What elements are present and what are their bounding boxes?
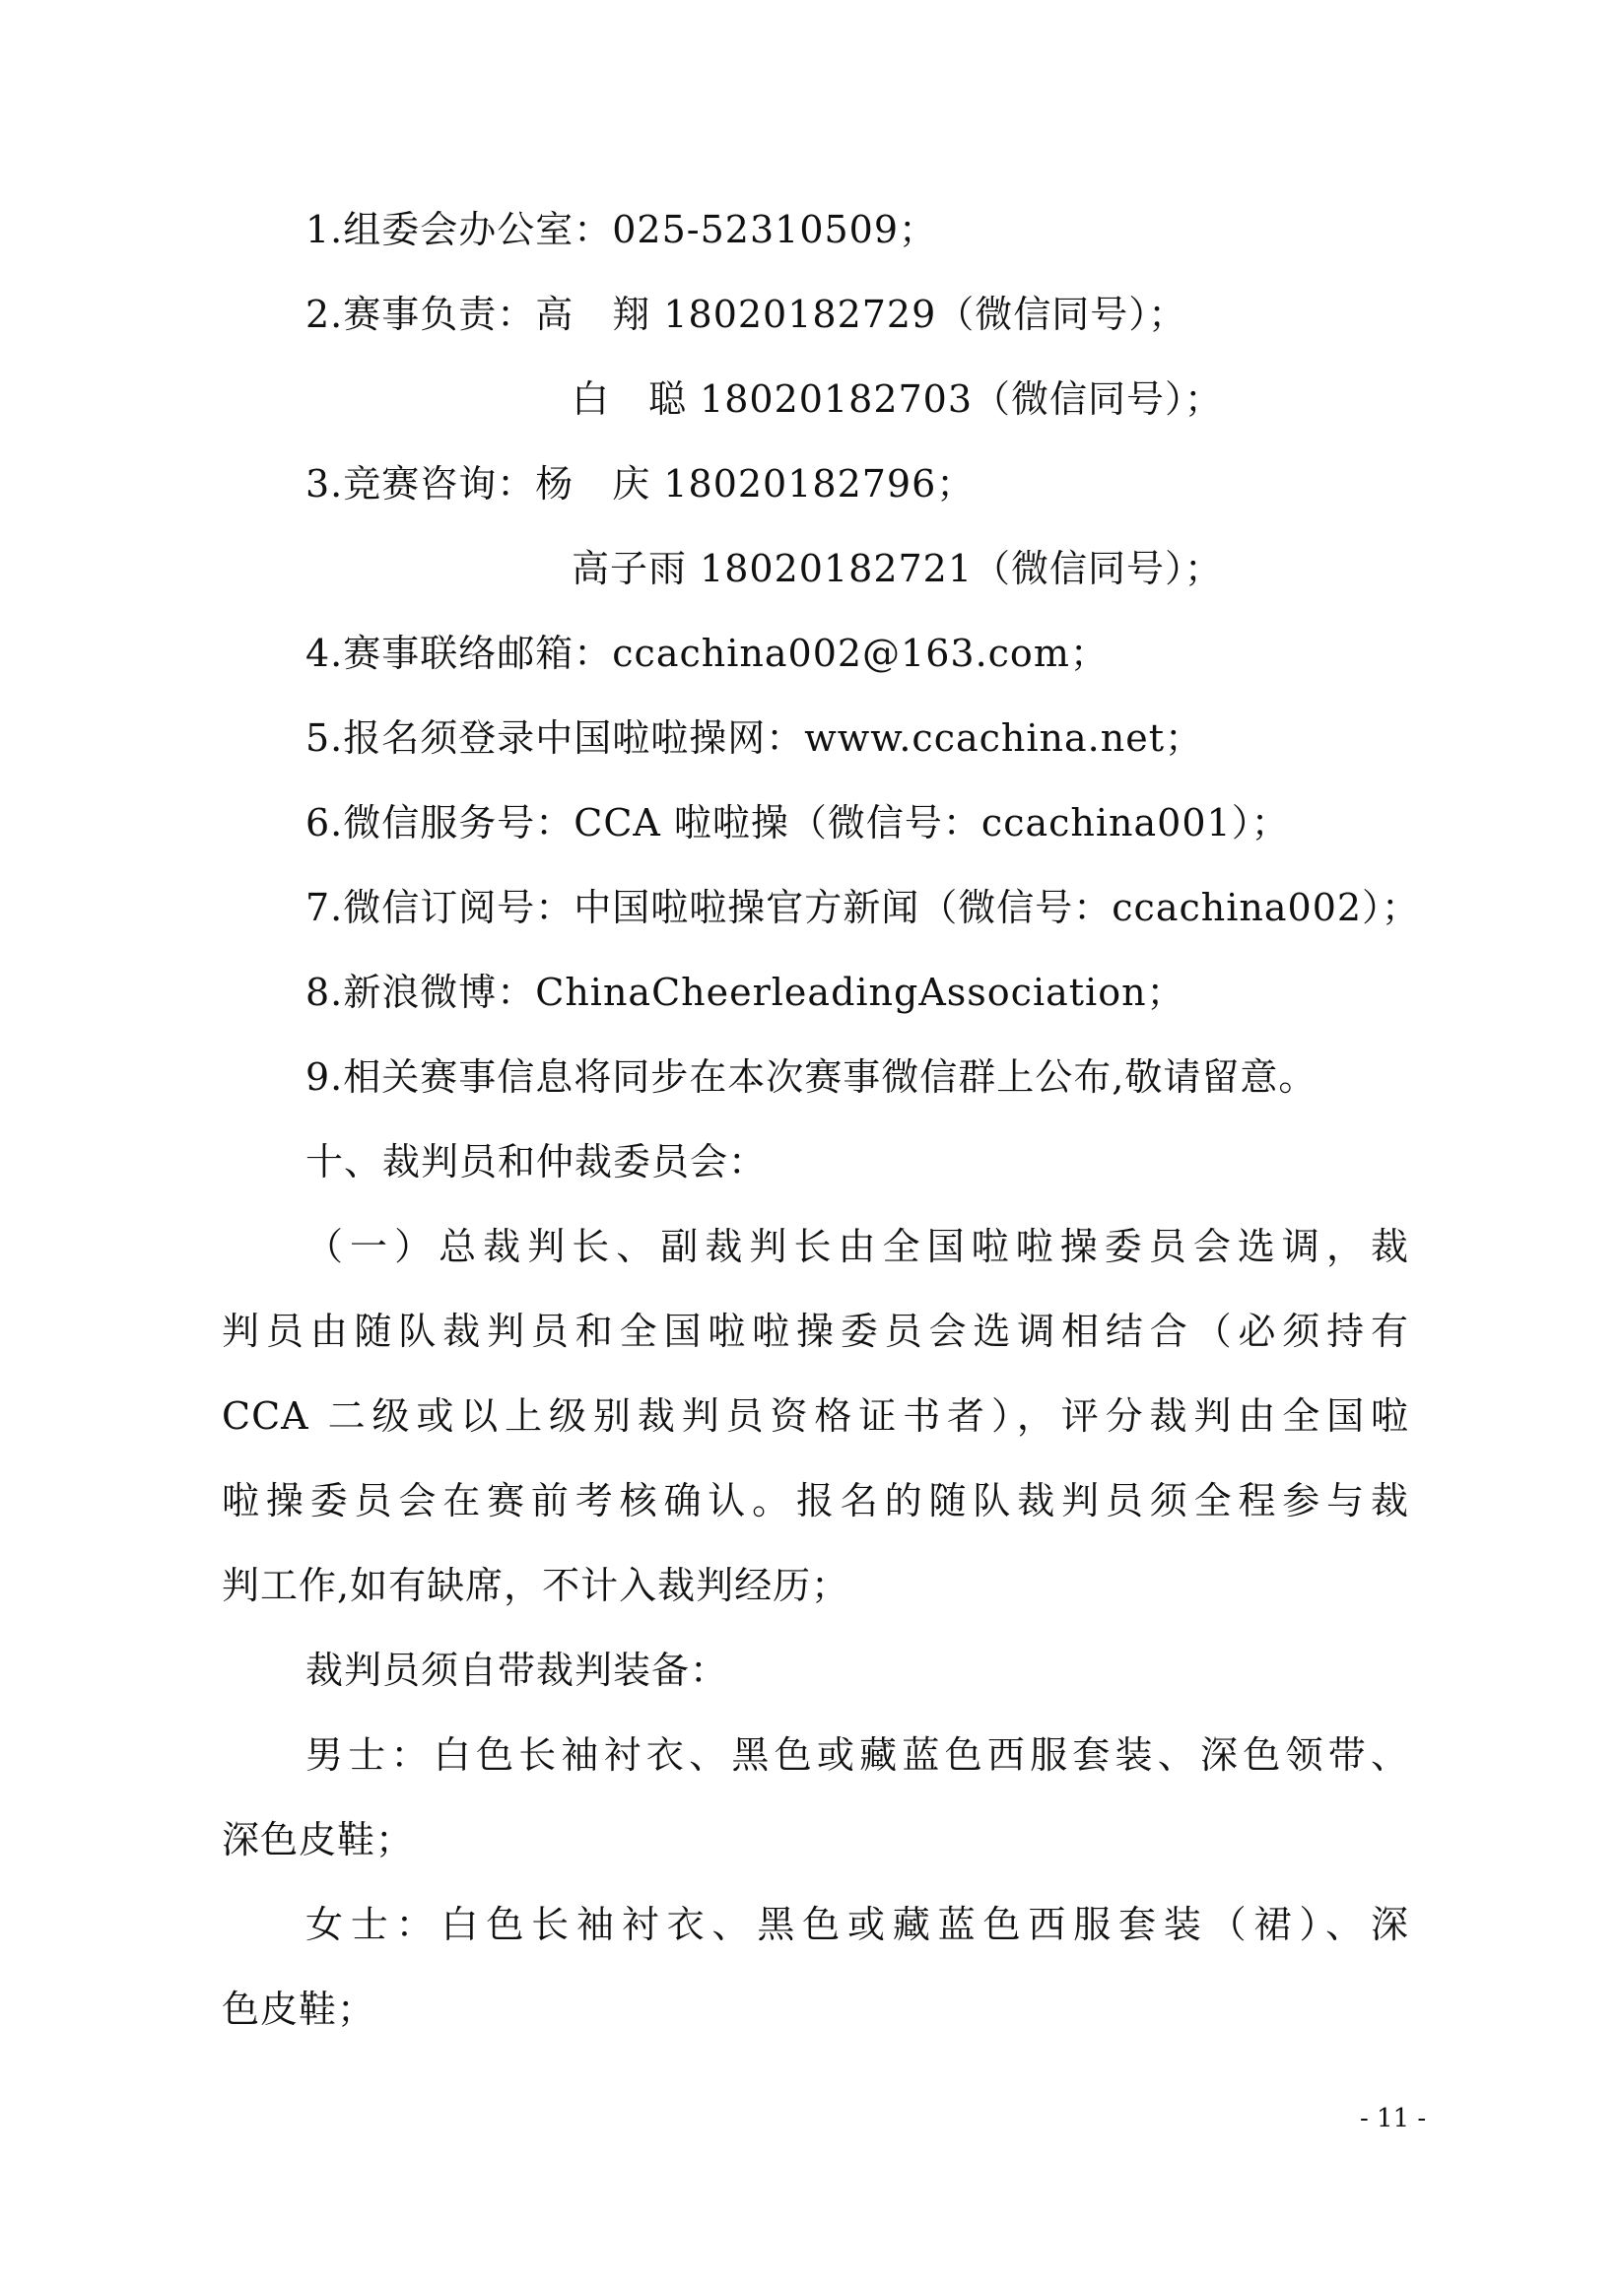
page-number: - 11 - — [1360, 2104, 1427, 2133]
referee-equipment-line: 裁判员须自带裁判装备： — [305, 1649, 729, 1692]
wechat-group-notice-line: 9.相关赛事信息将同步在本次赛事微信群上公布,敬请留意。 — [305, 1055, 1317, 1099]
event-lead-second-line: 白 聪 18020182703（微信同号）； — [572, 377, 1224, 421]
male-dress-code-line-1: 男士：白色长袖衬衣、黑色或藏蓝色西服套装、深色领带、 — [305, 1733, 1409, 1777]
wechat-service-line: 6.微信服务号：CCA 啦啦操（微信号：ccachina001）； — [305, 801, 1290, 844]
female-dress-code-line-1: 女士：白色长袖衬衣、黑色或藏蓝色西服套装（裙）、深 — [305, 1903, 1409, 1946]
competition-inquiry-second-line: 高子雨 18020182721（微信同号）； — [572, 547, 1224, 590]
email-line: 4.赛事联络邮箱：ccachina002@163.com； — [305, 632, 1109, 675]
paragraph-referee-selection-line-1: （一）总裁判长、副裁判长由全国啦啦操委员会选调，裁 — [305, 1225, 1409, 1268]
event-lead-line: 2.赛事负责：高 翔 18020182729（微信同号）； — [305, 293, 1187, 336]
paragraph-referee-selection-line-4: 啦操委员会在赛前考核确认。报名的随队裁判员须全程参与裁 — [222, 1479, 1409, 1522]
male-dress-code-line-2: 深色皮鞋； — [222, 1818, 415, 1861]
registration-website-line: 5.报名须登录中国啦啦操网：www.ccachina.net； — [305, 716, 1203, 760]
paragraph-referee-selection-line-5: 判工作,如有缺席，不计入裁判经历； — [222, 1564, 850, 1607]
contact-office-line: 1.组委会办公室：025-52310509； — [305, 208, 938, 251]
female-dress-code-line-2: 色皮鞋； — [222, 1988, 376, 2031]
weibo-line: 8.新浪微博：ChinaCheerleadingAssociation； — [305, 971, 1185, 1014]
competition-inquiry-line: 3.竞赛咨询：杨 庆 18020182796； — [305, 462, 976, 506]
paragraph-referee-selection-line-3: CCA 二级或以上级别裁判员资格证书者），评分裁判由全国啦 — [222, 1394, 1409, 1438]
paragraph-referee-selection-line-2: 判员由随队裁判员和全国啦啦操委员会选调相结合（必须持有 — [222, 1310, 1409, 1353]
wechat-subscription-line: 7.微信订阅号：中国啦啦操官方新闻（微信号：ccachina002）； — [305, 886, 1421, 929]
section-heading-referees: 十、裁判员和仲裁委员会： — [305, 1140, 768, 1183]
